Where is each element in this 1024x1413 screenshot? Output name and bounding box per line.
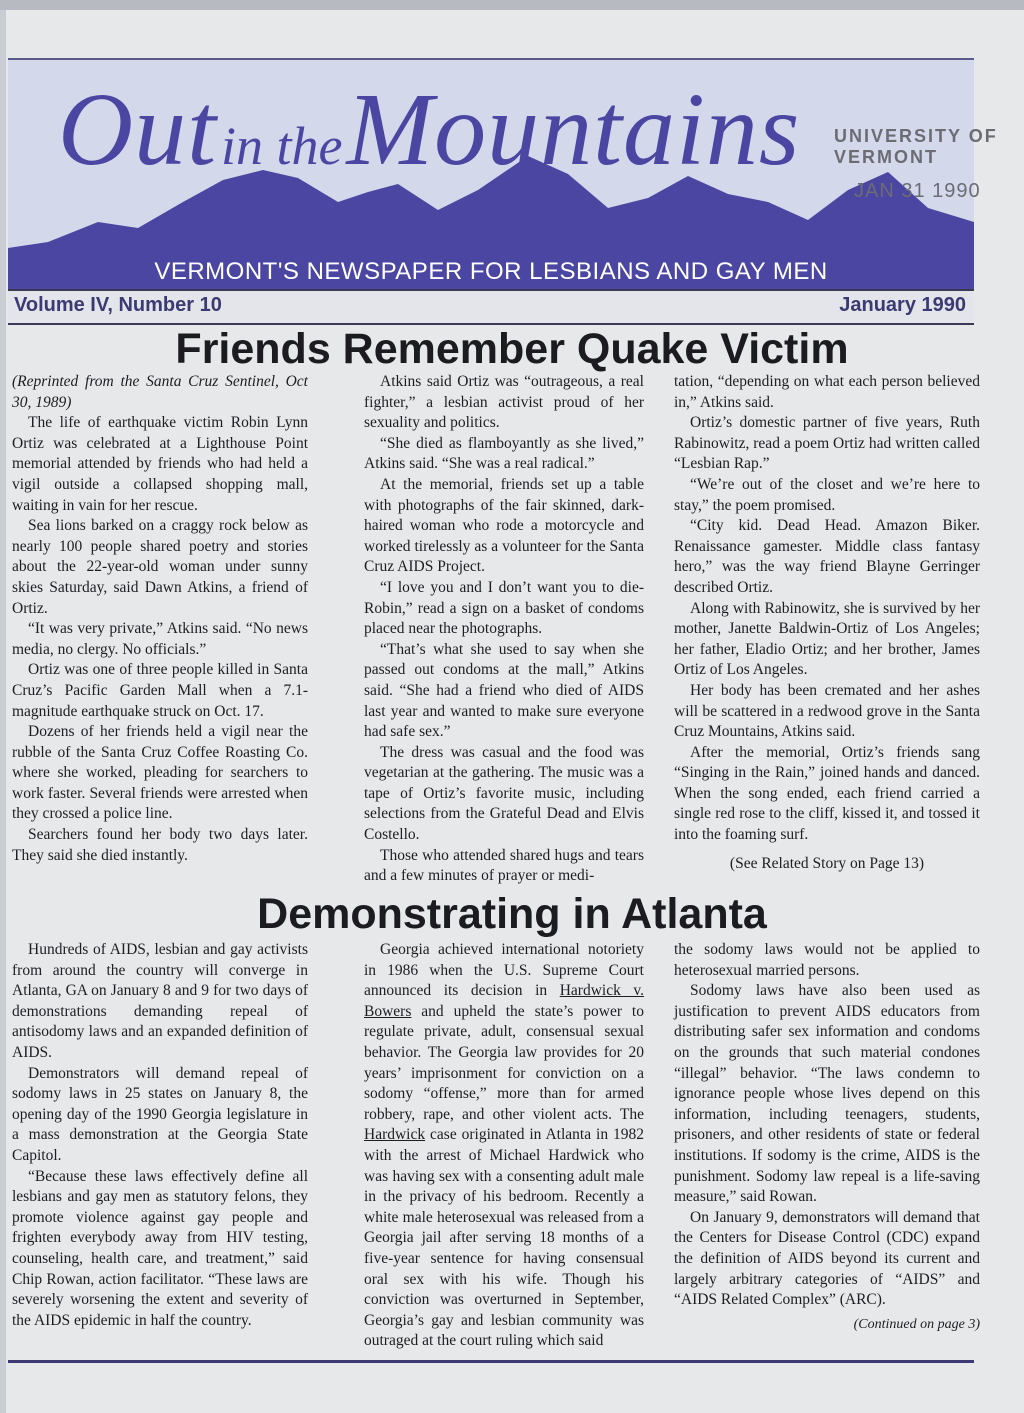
- text: case originated in Atlanta in 1982 with the arrest of Michael Hardwick who was having sex with a consenting adult male in the privacy of his bedroom. Recently a white male heterosexual was released from a Georgia jail after serving 18 months of a five-year sentence for having consensual oral sex with his wife. Though his conviction was overturned in September, Georgia’s gay and lesbian community was outraged at the court ruling which said: [364, 1126, 644, 1350]
- article2-column-2: [364, 940, 644, 1352]
- paragraph: Along with Rabinowitz, she is survived by her mother, Janette Baldwin-Ortiz of Los Angeles; her father, Eladio Ortiz; and her brother, James Ortiz of Los Angeles.: [674, 599, 980, 679]
- case-name: Hardwick: [364, 1126, 426, 1144]
- article1-column-3: [674, 372, 980, 874]
- article2-column-1: [12, 940, 308, 1331]
- paragraph: “I love you and I don’t want you to die-Robin,” read a sign on a basket of condoms placed near the photographs.: [364, 578, 644, 638]
- paragraph: Atkins said Ortiz was “outrageous, a real fighter,” a lesbian activist proud of her sexuality and politics.: [364, 373, 644, 432]
- continued-note: (Continued on page 3): [853, 1316, 980, 1332]
- tagline: VERMONT'S NEWSPAPER FOR LESBIANS AND GAY MEN: [154, 258, 828, 285]
- related-story-note: (See Related Story on Page 13): [729, 854, 925, 872]
- nameplate-in-the: in the: [221, 116, 343, 176]
- paragraph: the sodomy laws would not be applied to heterosexual married persons.: [674, 941, 980, 979]
- paragraph: The dress was casual and the food was vegetarian at the gathering. The music was a tape of Ortiz’s favorite music, including selections from the Grateful Dead and Elvis Costello.: [364, 743, 644, 844]
- binding-edge: [0, 10, 6, 1413]
- paragraph: Demonstrators will demand repeal of sodomy laws in 25 states on January 8, the opening day of the 1990 Georgia legislature in a mass demonstration at the Georgia State Capitol.: [12, 1064, 308, 1164]
- stamp-date: JAN 31 1990: [854, 180, 981, 202]
- paragraph: The life of earthquake victim Robin Lynn Ortiz was celebrated at a Lighthouse Point memorial attended by friends who had held a vigil outside a collapsed shopping mall, waiting in vain for her rescue.: [12, 414, 308, 514]
- paragraph: “Because these laws effectively define all lesbians and gay men as statutory felons, they promote violence against gay people and frighten everybody away from HIV testing, counseling, health care, and treatment,” said Chip Rowan, action facilitator. “These laws are severely worsening the extent and severity of the AIDS epidemic in half the country.: [12, 1167, 308, 1329]
- paragraph: After the memorial, Ortiz’s friends sang “Singing in the Rain,” joined hands and danced. When the song ended, each friend carried a single red rose to the cliff, kissed it, and tossed it into the foaming surf.: [674, 743, 980, 844]
- paragraph: Those who attended shared hugs and tears and a few minutes of prayer or medi-: [364, 846, 644, 885]
- paragraph: “We’re out of the closet and we’re here to stay,” the poem promised.: [674, 475, 980, 514]
- nameplate-out: Out: [58, 72, 217, 187]
- text: and upheld the state’s power to regulate private, adult, consensual sexual behavior. The Georgia law provides for 20 years’ imprisonment for conviction on a sodomy “offense,” more than for armed robbery, rape, and other violent acts. The: [364, 1002, 644, 1123]
- paragraph: Ortiz was one of three people killed in Santa Cruz’s Pacific Garden Mall when a 7.1-magnitude earthquake struck on Oct. 17.: [12, 661, 308, 720]
- paragraph: “She died as flamboyantly as she lived,” Atkins said. “She was a real radical.”: [364, 434, 644, 473]
- paragraph: Her body has been cremated and her ashes will be scattered in a redwood grove in the Santa Cruz Mountains, Atkins said.: [674, 681, 980, 741]
- article1-column-2: [364, 372, 644, 887]
- headline-quake-victim: Friends Remember Quake Victim: [175, 325, 849, 373]
- paragraph: [364, 940, 644, 1352]
- paragraph: “It was very private,” Atkins said. “No news media, no clergy. No officials.”: [12, 620, 308, 658]
- paragraph: Sodomy laws have also been used as justification to prevent AIDS educators from distributing safer sex information and condoms on the grounds that such material condones “illegal” behavior. “The laws condemn to ignorance people whose lives depend on this information, including teenagers, students, prisoners, and other residents of state or federal institutions. If sodomy is the crime, AIDS is the punishment. Sodomy law repeal is a life-saving measure,” said Rowan.: [674, 982, 980, 1206]
- paragraph: tation, “depending on what each person believed in,” Atkins said.: [674, 373, 980, 411]
- paragraph: “That’s what she used to say when she passed out condoms at the mall,” Atkins said. “She had a friend who died of AIDS last year and wanted to make sure everyone had safe sex.”: [364, 640, 644, 741]
- nameplate-mountains: Mountains: [346, 72, 801, 187]
- paragraph: Hundreds of AIDS, lesbian and gay activists from around the country will converge in Atlanta, GA on January 8 and 9 for two days of demonstrations demanding repeal of antisodomy laws and an expanded definition of AIDS.: [12, 941, 308, 1061]
- paragraph: Dozens of her friends held a vigil near the rubble of the Santa Cruz Coffee Roasting Co. where she worked, pleading for searchers to work faster. Several friends were arrested when they crossed a police line.: [12, 723, 308, 823]
- case-title: Hardwick v. Bowers: [364, 982, 645, 1020]
- library-received-stamp: [820, 118, 1020, 228]
- article2-column-3: [674, 940, 980, 1335]
- volume-number: Volume IV, Number 10: [14, 294, 222, 316]
- reprint-credit: (Reprinted from the Santa Cruz Sentinel, Oct 30, 1989): [12, 373, 308, 411]
- top-edge: [0, 0, 1024, 10]
- bottom-rule: [8, 1360, 974, 1363]
- paragraph: Ortiz’s domestic partner of five years, Ruth Rabinowitz, read a poem Ortiz had written called “Lesbian Rap.”: [674, 414, 980, 473]
- paragraph: “City kid. Dead Head. Amazon Biker. Renaissance gamester. Middle class fantasy hero,” was the way friend Blayne Gerringer described Ortiz.: [674, 517, 980, 596]
- article1-column-1: [12, 372, 308, 866]
- paragraph: At the memorial, friends set up a table with photographs of the fair skinned, dark-haired woman who rode a motorcycle and worked tirelessly as a volunteer for the Santa Cruz AIDS Project.: [364, 475, 644, 576]
- text: Georgia achieved international notoriety in 1986 when the U.S. Supreme Court announced its decision in: [364, 941, 644, 1000]
- paragraph: Sea lions barked on a craggy rock below as nearly 100 people shared poetry and stories about the 22-year-old woman under sunny skies Saturday, said Dawn Atkins, a friend of Ortiz.: [12, 517, 308, 617]
- issue-date: January 1990: [839, 294, 966, 316]
- issue-bar: [8, 289, 974, 325]
- paragraph: Searchers found her body two days later. They said she died instantly.: [12, 826, 308, 864]
- paragraph: On January 9, demonstrators will demand that the Centers for Disease Control (CDC) expand the definition of AIDS beyond its current and largely arbitrary categories of “AIDS” and “AIDS Related Complex” (ARC).: [674, 1208, 980, 1309]
- stamp-institution: UNIVERSITY OF VERMONT: [834, 126, 998, 167]
- headline-atlanta: Demonstrating in Atlanta: [257, 890, 767, 938]
